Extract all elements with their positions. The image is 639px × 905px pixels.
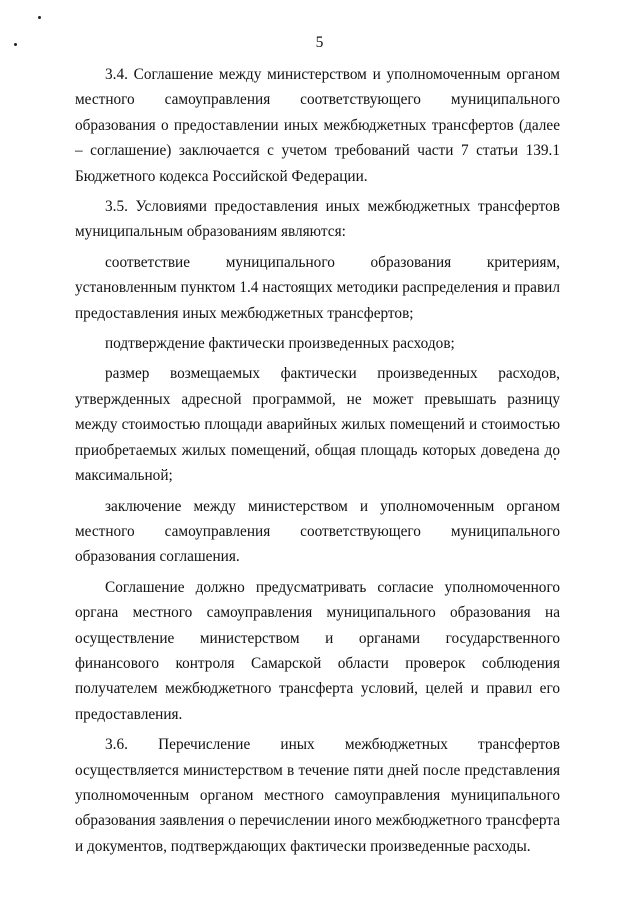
condition-expense-confirmation: подтверждение фактически произведенных расходов; [105,335,455,353]
scan-speck [38,16,41,19]
paragraph-3-6: 3.6. Перечисление иных межбюджетных трансфертов осуществляется министерством в течение пяти дней после представления уполномоченным органом местного самоуправления муниципального образования заявления о перечислении иного межбюджетного трансферта и документов, подтверждающих фактически произведенные расходы. [75,736,560,855]
paragraph-3-4: 3.4. Соглашение между министерством и уполномоченным органом местного самоуправления соответствующего муниципального образования о предоставлении иных межбюджетных трансфертов (далее – соглашение) заключается с учетом требований части 7 статьи 139.1 Бюджетного кодекса Российской Федерации. [75,66,560,185]
paragraph-agreement-consent: Соглашение должно предусматривать согласие уполномоченного органа местного самоуправления муниципального образования на осуществление министерством и органами государственного финансового контроля Самарской области проверок соблюдения получателем межбюджетного трансферта условий, целей и правил его предоставления. [75,578,560,723]
condition-criteria: соответствие муниципального образования критериям, установленным пунктом 1.4 настоящих методики распределения и правил предоставления иных межбюджетных трансфертов; [75,253,560,322]
page-number: 5 [315,34,324,51]
paragraph-3-5: 3.5. Условиями предоставления иных межбюджетных трансфертов муниципальным образованиям являются: [75,198,560,241]
document-body [75,62,560,864]
condition-agreement: заключение между министерством и уполномоченным органом местного самоуправления соответствующего муниципального образования соглашения. [75,497,560,566]
condition-expense-limit: размер возмещаемых фактически произведенных расходов, утвержденных адресной программой, не может превышать разницу между стоимостью площади аварийных жилых помещений и стоимостью приобретаемых жилых помещений, общая площадь которых доведена до максимальной; [75,365,560,485]
